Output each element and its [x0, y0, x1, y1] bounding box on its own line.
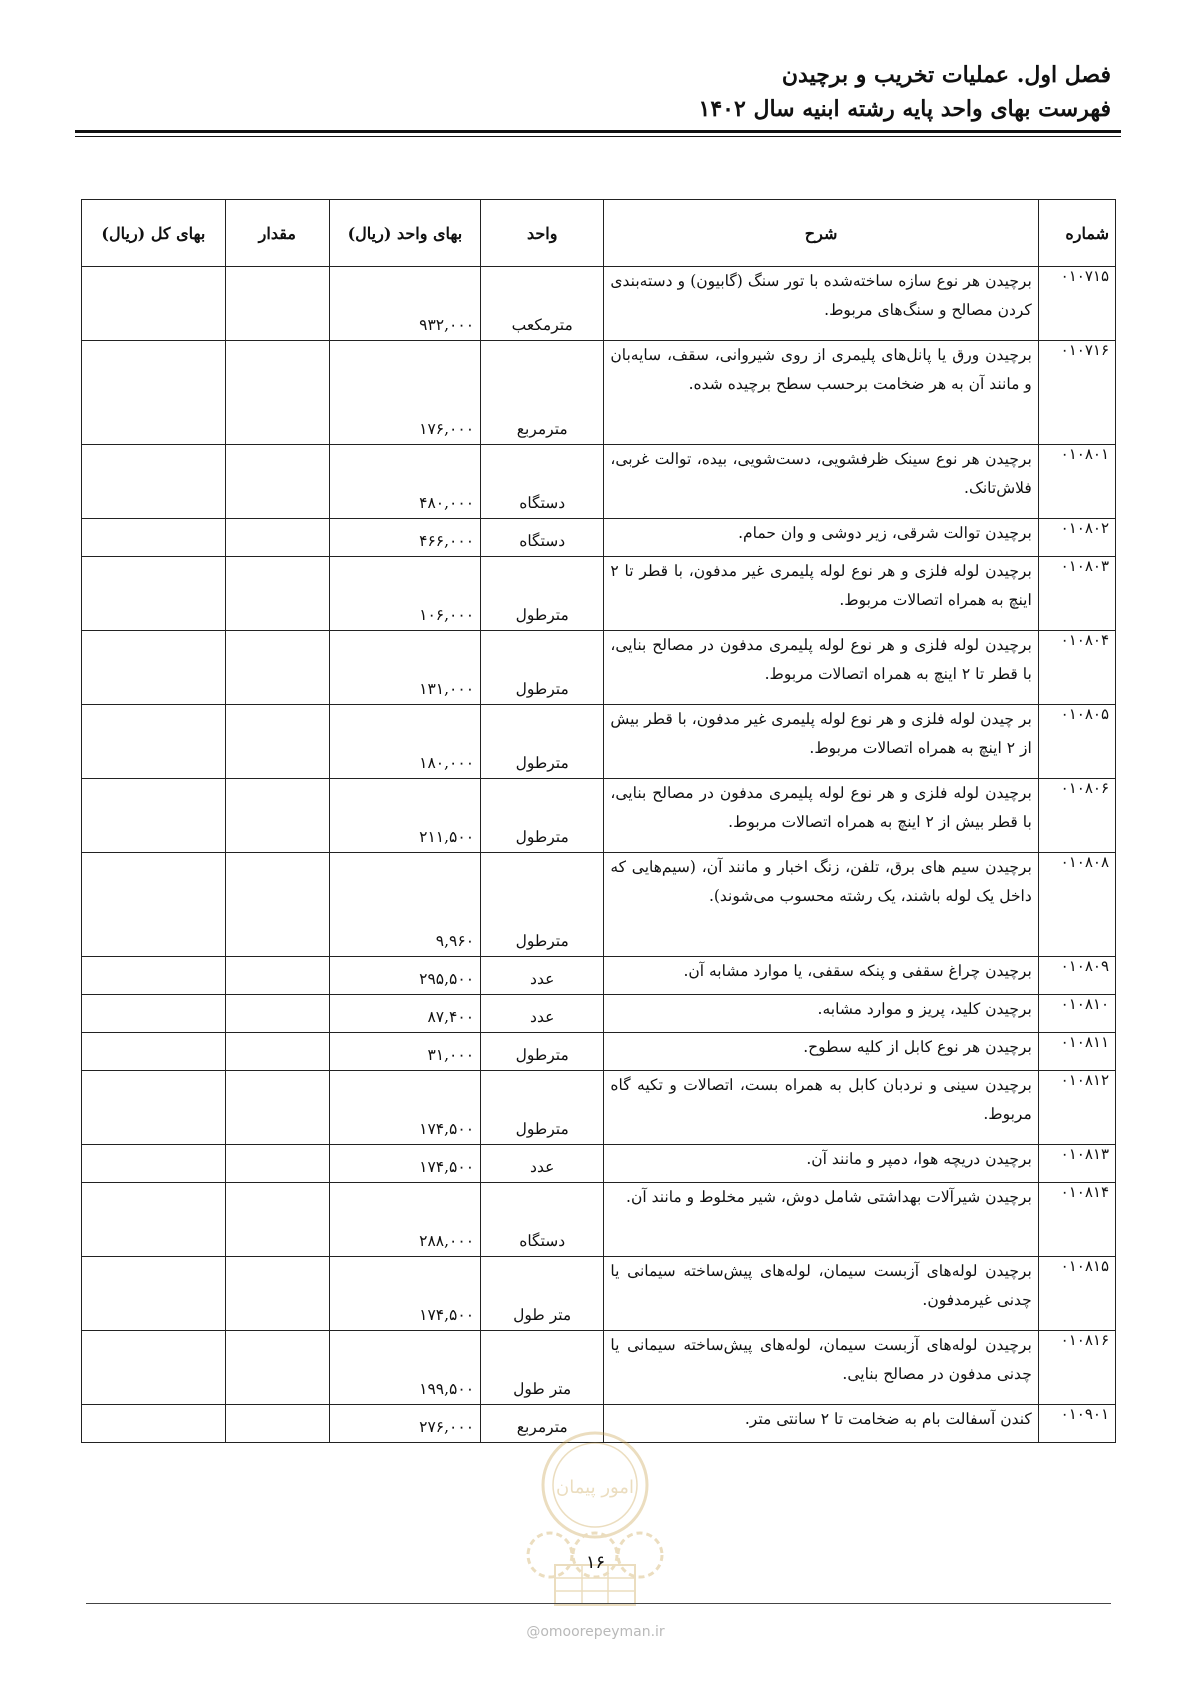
- item-total: [82, 1183, 226, 1257]
- item-total: [82, 995, 226, 1033]
- item-quantity: [225, 1183, 329, 1257]
- item-total: [82, 341, 226, 445]
- item-code: ۰۱۰۸۰۹: [1038, 957, 1115, 995]
- item-code: ۰۱۰۷۱۵: [1038, 267, 1115, 341]
- item-description: برچیدن چراغ سقفی و پنکه سقفی، یا موارد مشابه آن.: [604, 957, 1038, 995]
- item-description: برچیدن کلید، پریز و موارد مشابه.: [604, 995, 1038, 1033]
- item-unit-price: ۱۷۴,۵۰۰: [329, 1071, 480, 1145]
- item-total: [82, 853, 226, 957]
- footer-rule: [86, 1603, 1111, 1604]
- item-description: برچیدن هر نوع سینک ظرفشویی، دست‌شویی، بیده، توالت غربی، فلاش‌تانک.: [604, 445, 1038, 519]
- item-unit-price: ۲۷۶,۰۰۰: [329, 1405, 480, 1443]
- item-unit: مترطول: [481, 557, 604, 631]
- item-description: بر چیدن لوله فلزی و هر نوع لوله پلیمری غیر مدفون، با قطر بیش از ۲ اینچ به همراه اتصالات مربوط.: [604, 705, 1038, 779]
- item-total: [82, 779, 226, 853]
- item-description: برچیدن شیرآلات بهداشتی شامل دوش، شیر مخلوط و مانند آن.: [604, 1183, 1038, 1257]
- item-code: ۰۱۰۸۱۱: [1038, 1033, 1115, 1071]
- item-total: [82, 267, 226, 341]
- item-description: برچیدن لوله فلزی و هر نوع لوله پلیمری مدفون در مصالح بنایی، با قطر تا ۲ اینچ به همراه اتصالات مربوط.: [604, 631, 1038, 705]
- item-unit-price: ۱۷۴,۵۰۰: [329, 1145, 480, 1183]
- item-quantity: [225, 779, 329, 853]
- item-unit-price: ۱۷۶,۰۰۰: [329, 341, 480, 445]
- item-quantity: [225, 445, 329, 519]
- item-quantity: [225, 853, 329, 957]
- price-list-subtitle: فهرست بهای واحد پایه رشته ابنیه سال ۱۴۰۲: [698, 96, 1111, 122]
- item-unit-price: ۹۳۲,۰۰۰: [329, 267, 480, 341]
- item-quantity: [225, 557, 329, 631]
- item-unit: مترطول: [481, 1071, 604, 1145]
- item-description: برچیدن هر نوع کابل از کلیه سطوح.: [604, 1033, 1038, 1071]
- table-row: [82, 957, 1116, 995]
- table-row: [82, 1331, 1116, 1405]
- item-quantity: [225, 1033, 329, 1071]
- header-rule-thick: [75, 130, 1121, 133]
- page-header: [75, 58, 1111, 126]
- item-quantity: [225, 705, 329, 779]
- table-row: [82, 1183, 1116, 1257]
- item-code: ۰۱۰۷۱۶: [1038, 341, 1115, 445]
- website-link[interactable]: @omoorepeyman.ir: [526, 1624, 665, 1640]
- item-quantity: [225, 631, 329, 705]
- item-description: برچیدن ورق یا پانل‌های پلیمری از روی شیروانی، سقف، سایه‌بان و مانند آن به هر ضخامت برحسب سطح برچیده شده.: [604, 341, 1038, 445]
- item-total: [82, 1331, 226, 1405]
- item-unit-price: ۲۸۸,۰۰۰: [329, 1183, 480, 1257]
- item-unit-price: ۲۱۱,۵۰۰: [329, 779, 480, 853]
- item-total: [82, 631, 226, 705]
- item-unit-price: ۹,۹۶۰: [329, 853, 480, 957]
- item-code: ۰۱۰۸۱۶: [1038, 1331, 1115, 1405]
- item-quantity: [225, 1071, 329, 1145]
- table-row: [82, 1257, 1116, 1331]
- table-row: [82, 1071, 1116, 1145]
- header-code: شماره: [1038, 200, 1115, 267]
- item-total: [82, 445, 226, 519]
- item-unit: مترمکعب: [481, 267, 604, 341]
- item-total: [82, 1145, 226, 1183]
- item-total: [82, 557, 226, 631]
- item-unit-price: ۱۷۴,۵۰۰: [329, 1257, 480, 1331]
- item-code: ۰۱۰۸۱۳: [1038, 1145, 1115, 1183]
- item-unit-price: ۱۰۶,۰۰۰: [329, 557, 480, 631]
- item-description: برچیدن هر نوع سازه ساخته‌شده با تور سنگ (گابیون) و دسته‌بندی کردن مصالح و سنگ‌های مربوط.: [604, 267, 1038, 341]
- item-total: [82, 1405, 226, 1443]
- item-code: ۰۱۰۸۰۳: [1038, 557, 1115, 631]
- chapter-title: فصل اول. عملیات تخریب و برچیدن: [781, 62, 1111, 88]
- item-code: ۰۱۰۸۱۰: [1038, 995, 1115, 1033]
- item-description: برچیدن توالت شرقی، زیر دوشی و وان حمام.: [604, 519, 1038, 557]
- item-code: ۰۱۰۹۰۱: [1038, 1405, 1115, 1443]
- item-unit: متر طول: [481, 1257, 604, 1331]
- item-total: [82, 519, 226, 557]
- item-code: ۰۱۰۸۱۲: [1038, 1071, 1115, 1145]
- item-unit: متر طول: [481, 1331, 604, 1405]
- item-unit-price: ۸۷,۴۰۰: [329, 995, 480, 1033]
- table-row: [82, 779, 1116, 853]
- item-total: [82, 957, 226, 995]
- item-total: [82, 1071, 226, 1145]
- item-description: برچیدن سیم های برق، تلفن، زنگ اخبار و مانند آن، (سیم‌هایی که داخل یک لوله باشند، یک رشته محسوب می‌شوند).: [604, 853, 1038, 957]
- table-row: [82, 631, 1116, 705]
- item-code: ۰۱۰۸۰۲: [1038, 519, 1115, 557]
- table-row: [82, 995, 1116, 1033]
- item-description: برچیدن دریچه هوا، دمپر و مانند آن.: [604, 1145, 1038, 1183]
- item-unit-price: ۳۱,۰۰۰: [329, 1033, 480, 1071]
- item-unit-price: ۱۹۹,۵۰۰: [329, 1331, 480, 1405]
- header-unit: واحد: [481, 200, 604, 267]
- item-total: [82, 705, 226, 779]
- item-code: ۰۱۰۸۱۵: [1038, 1257, 1115, 1331]
- table-row: [82, 519, 1116, 557]
- item-description: برچیدن لوله فلزی و هر نوع لوله پلیمری غیر مدفون، با قطر تا ۲ اینچ به همراه اتصالات مربوط.: [604, 557, 1038, 631]
- header-quantity: مقدار: [225, 200, 329, 267]
- table-row: [82, 267, 1116, 341]
- item-quantity: [225, 1257, 329, 1331]
- table-row: [82, 341, 1116, 445]
- item-code: ۰۱۰۸۰۴: [1038, 631, 1115, 705]
- header-unit-price: بهای واحد (ریال): [329, 200, 480, 267]
- item-unit: دستگاه: [481, 445, 604, 519]
- item-quantity: [225, 341, 329, 445]
- table-row: [82, 557, 1116, 631]
- item-total: [82, 1257, 226, 1331]
- table-row: [82, 1145, 1116, 1183]
- item-code: ۰۱۰۸۱۴: [1038, 1183, 1115, 1257]
- table-row: [82, 705, 1116, 779]
- item-description: برچیدن سینی و نردبان کابل به همراه بست، اتصالات و تکیه گاه مربوط.: [604, 1071, 1038, 1145]
- table-row: [82, 445, 1116, 519]
- item-unit: مترطول: [481, 853, 604, 957]
- item-unit: مترطول: [481, 705, 604, 779]
- item-quantity: [225, 1405, 329, 1443]
- item-unit-price: ۴۶۶,۰۰۰: [329, 519, 480, 557]
- item-unit: مترطول: [481, 779, 604, 853]
- item-quantity: [225, 995, 329, 1033]
- item-unit: دستگاه: [481, 519, 604, 557]
- watermark-seal: [510, 1415, 680, 1615]
- watermark-text: امور پیمان: [556, 1477, 634, 1498]
- item-quantity: [225, 519, 329, 557]
- item-unit: مترطول: [481, 1033, 604, 1071]
- header-total: بهای کل (ریال): [82, 200, 226, 267]
- item-unit: مترطول: [481, 631, 604, 705]
- item-quantity: [225, 267, 329, 341]
- table-header-row: [82, 200, 1116, 267]
- item-description: برچیدن لوله فلزی و هر نوع لوله پلیمری مدفون در مصالح بنایی، با قطر بیش از ۲ اینچ به همراه اتصالات مربوط.: [604, 779, 1038, 853]
- item-description: برچیدن لوله‌های آزبست سیمان، لوله‌های پیش‌ساخته سیمانی یا چدنی غیرمدفون.: [604, 1257, 1038, 1331]
- item-description: کندن آسفالت بام به ضخامت تا ۲ سانتی متر.: [604, 1405, 1038, 1443]
- item-unit: مترمربع: [481, 1405, 604, 1443]
- item-unit-price: ۴۸۰,۰۰۰: [329, 445, 480, 519]
- price-table: [81, 199, 1116, 1443]
- item-quantity: [225, 1145, 329, 1183]
- item-unit: دستگاه: [481, 1183, 604, 1257]
- item-unit: عدد: [481, 995, 604, 1033]
- table-row: [82, 1033, 1116, 1071]
- header-description: شرح: [604, 200, 1038, 267]
- item-unit: عدد: [481, 957, 604, 995]
- item-description: برچیدن لوله‌های آزبست سیمان، لوله‌های پیش‌ساخته سیمانی یا چدنی مدفون در مصالح بنایی.: [604, 1331, 1038, 1405]
- item-code: ۰۱۰۸۰۵: [1038, 705, 1115, 779]
- item-code: ۰۱۰۸۰۱: [1038, 445, 1115, 519]
- item-code: ۰۱۰۸۰۶: [1038, 779, 1115, 853]
- item-unit: مترمربع: [481, 341, 604, 445]
- item-unit-price: ۱۸۰,۰۰۰: [329, 705, 480, 779]
- item-quantity: [225, 957, 329, 995]
- item-unit: عدد: [481, 1145, 604, 1183]
- item-unit-price: ۲۹۵,۵۰۰: [329, 957, 480, 995]
- header-rule-thin: [75, 136, 1121, 137]
- item-unit-price: ۱۳۱,۰۰۰: [329, 631, 480, 705]
- table-row: [82, 853, 1116, 957]
- page-number: ۱۶: [585, 1552, 606, 1573]
- item-code: ۰۱۰۸۰۸: [1038, 853, 1115, 957]
- item-total: [82, 1033, 226, 1071]
- item-quantity: [225, 1331, 329, 1405]
